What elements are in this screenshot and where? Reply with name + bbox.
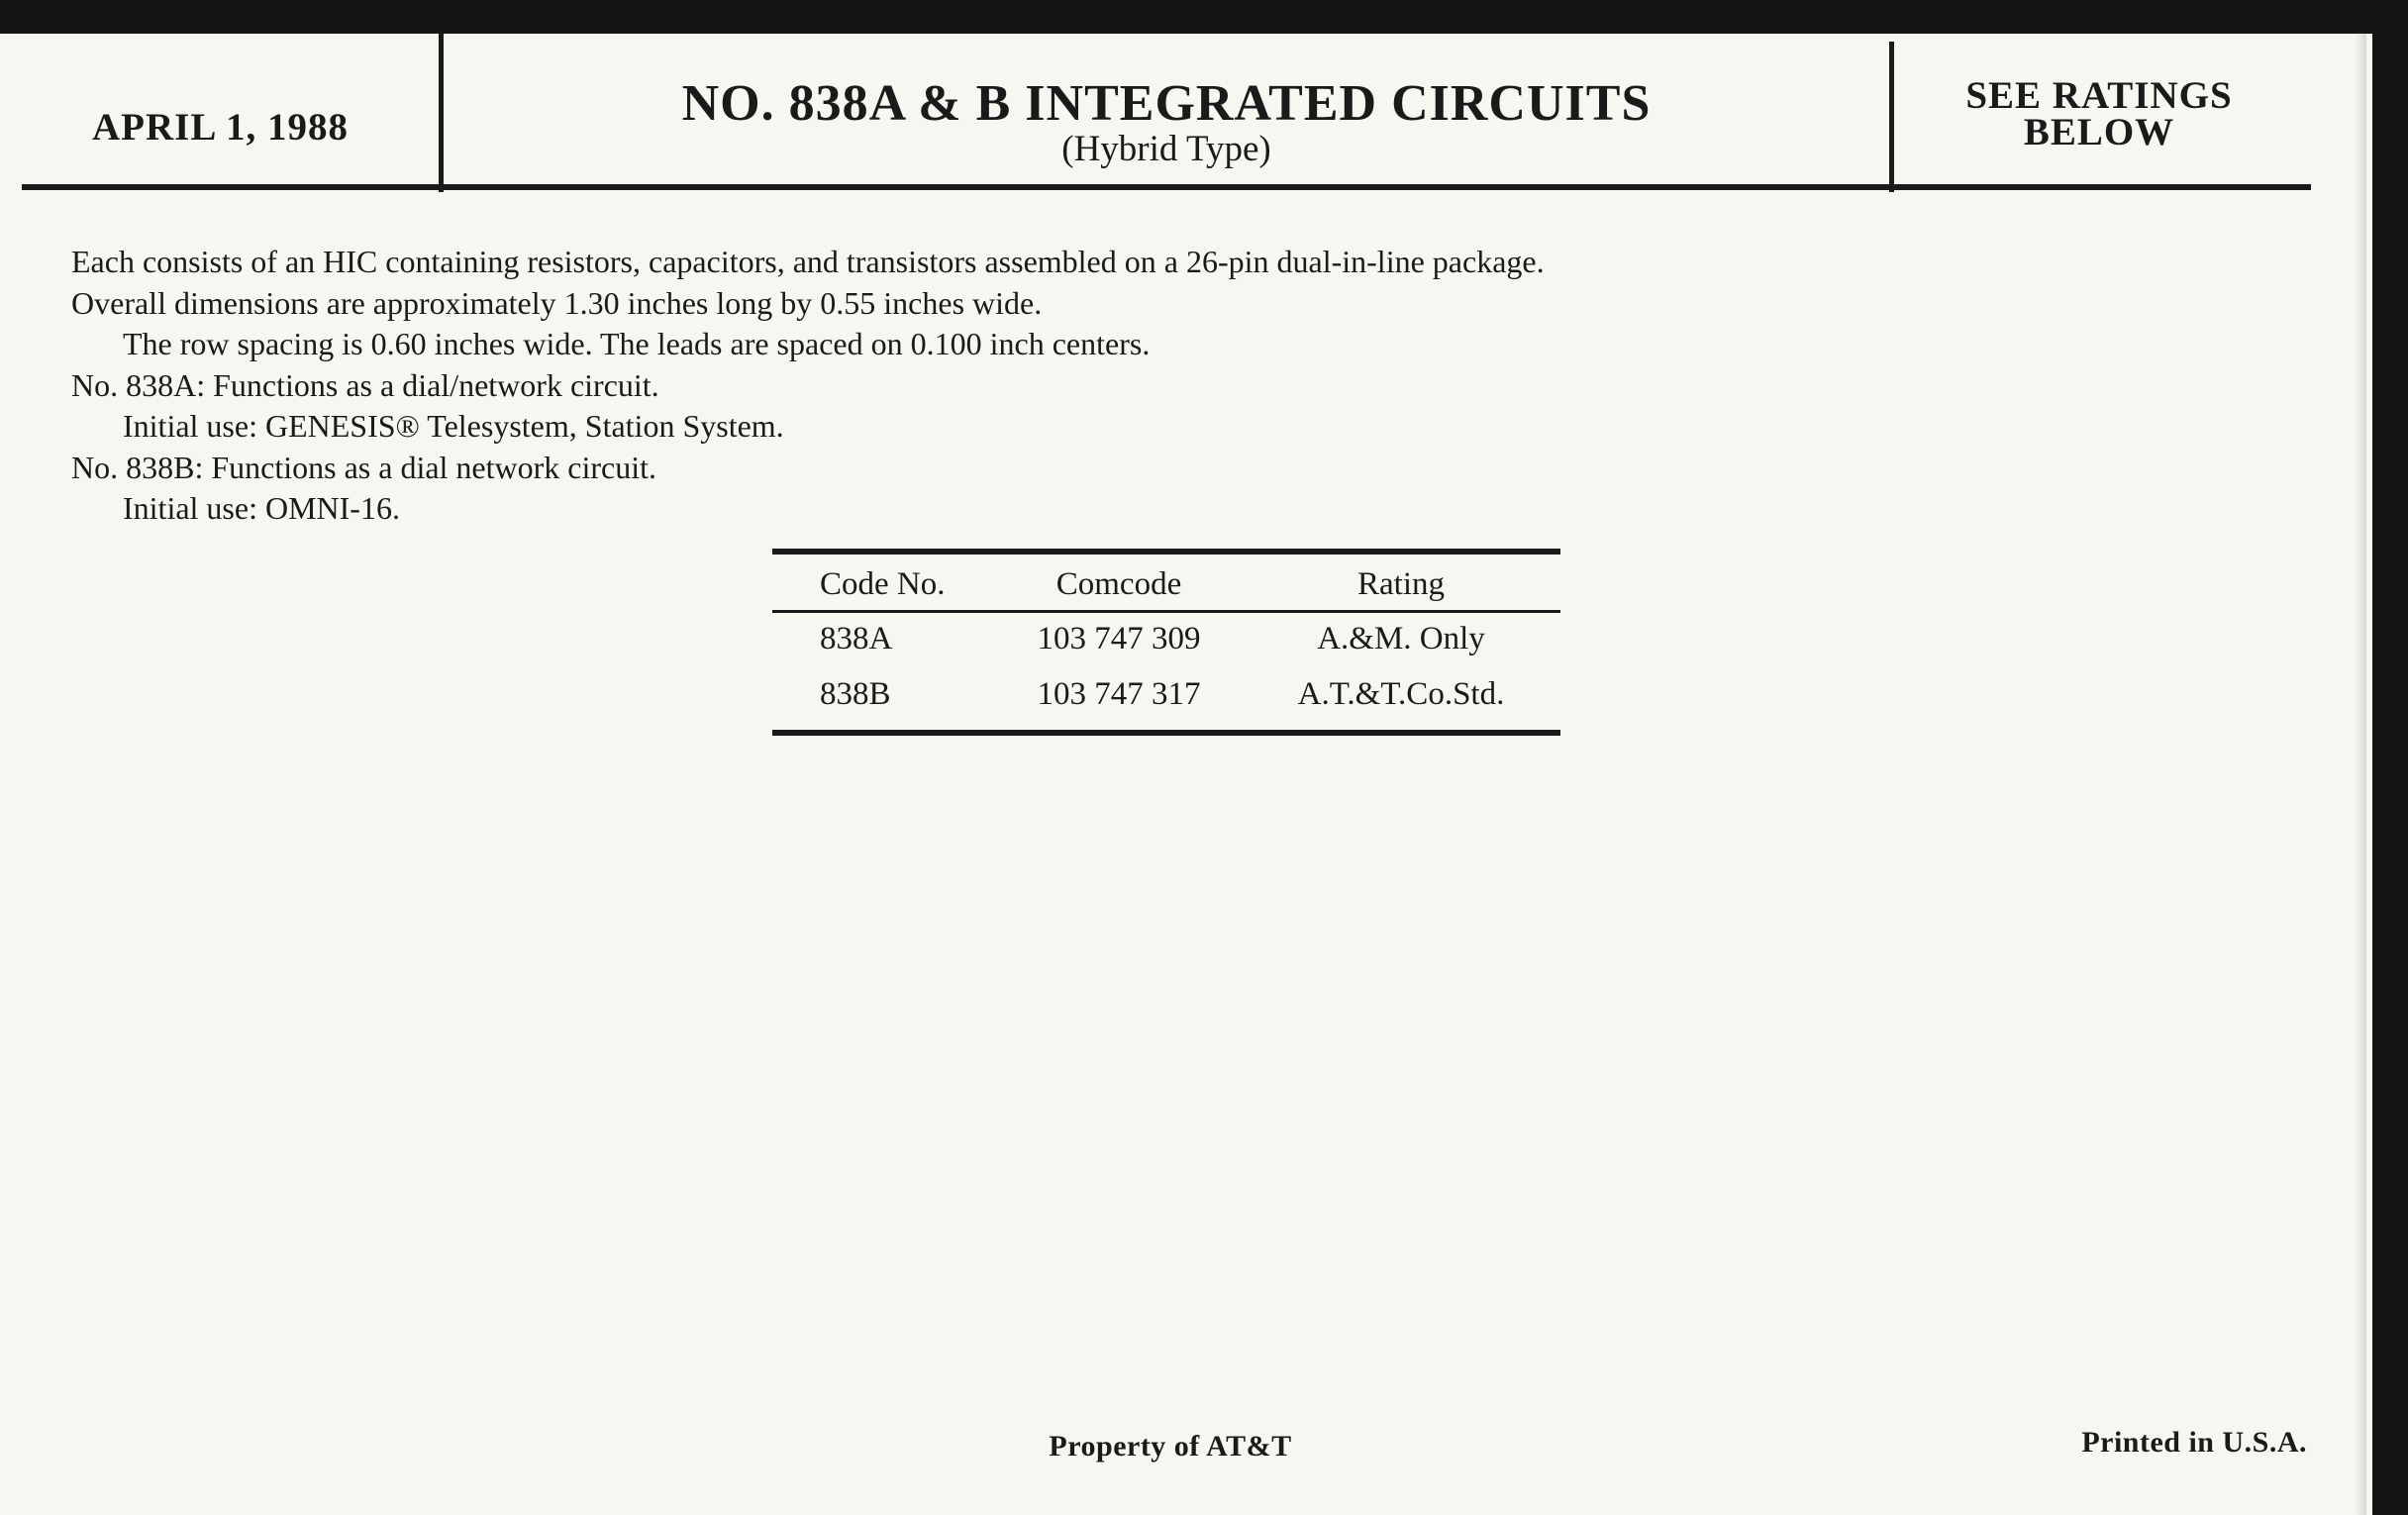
column-header-code: Code No. <box>820 566 946 602</box>
cell-code: 838A <box>820 621 893 656</box>
card-edge-shadow <box>2355 34 2366 1515</box>
description-line: Initial use: GENESIS® Telesystem, Station System. <box>123 408 784 444</box>
description-line: No. 838A: Functions as a dial/network circuit. <box>71 366 659 403</box>
description-line: Initial use: OMNI-16. <box>123 490 400 526</box>
cell-comcode: 103 747 309 <box>1037 621 1201 656</box>
table-header-rule <box>772 610 1560 613</box>
table-header-row <box>772 560 1560 610</box>
description-line: Overall dimensions are approximately 1.30 inches long by 0.55 inches wide. <box>71 284 1043 321</box>
description-line: The row spacing is 0.60 inches wide. The leads are spaced on 0.100 inch centers. <box>123 326 1151 361</box>
cell-rating: A.&M. Only <box>1317 621 1485 656</box>
ratings-note-line-2: BELOW <box>2023 111 2175 153</box>
cell-comcode: 103 747 317 <box>1037 676 1201 712</box>
document-title: NO. 838A & B INTEGRATED CIRCUITS <box>681 75 1652 132</box>
ratings-note-line-1: SEE RATINGS <box>1965 74 2233 117</box>
table-row <box>772 615 1560 670</box>
header-divider-right <box>1889 42 1894 192</box>
description-line: No. 838B: Functions as a dial network circuit. <box>71 449 657 485</box>
footer-printed: Printed in U.S.A. <box>2081 1426 2307 1459</box>
column-header-rating: Rating <box>1357 566 1445 602</box>
description <box>71 242 2250 530</box>
ratings-note <box>1896 74 2302 153</box>
cell-code: 838B <box>820 676 891 712</box>
description-line: Each consists of an HIC containing resistors, capacitors, and transistors assembled on a 26-pin dual-in-line package. <box>71 244 1545 279</box>
document-subtitle: (Hybrid Type) <box>1061 129 1271 169</box>
table-row <box>772 670 1560 726</box>
document-card <box>0 34 2372 1515</box>
table-top-rule <box>772 549 1560 555</box>
code-table <box>772 549 1560 736</box>
footer-property: Property of AT&T <box>1049 1430 1292 1463</box>
column-header-comcode: Comcode <box>1055 566 1182 602</box>
cell-rating: A.T.&T.Co.Std. <box>1297 676 1505 712</box>
table-bottom-rule <box>772 730 1560 736</box>
issue-date: APRIL 1, 1988 <box>92 106 349 149</box>
header-rule <box>22 184 2311 190</box>
